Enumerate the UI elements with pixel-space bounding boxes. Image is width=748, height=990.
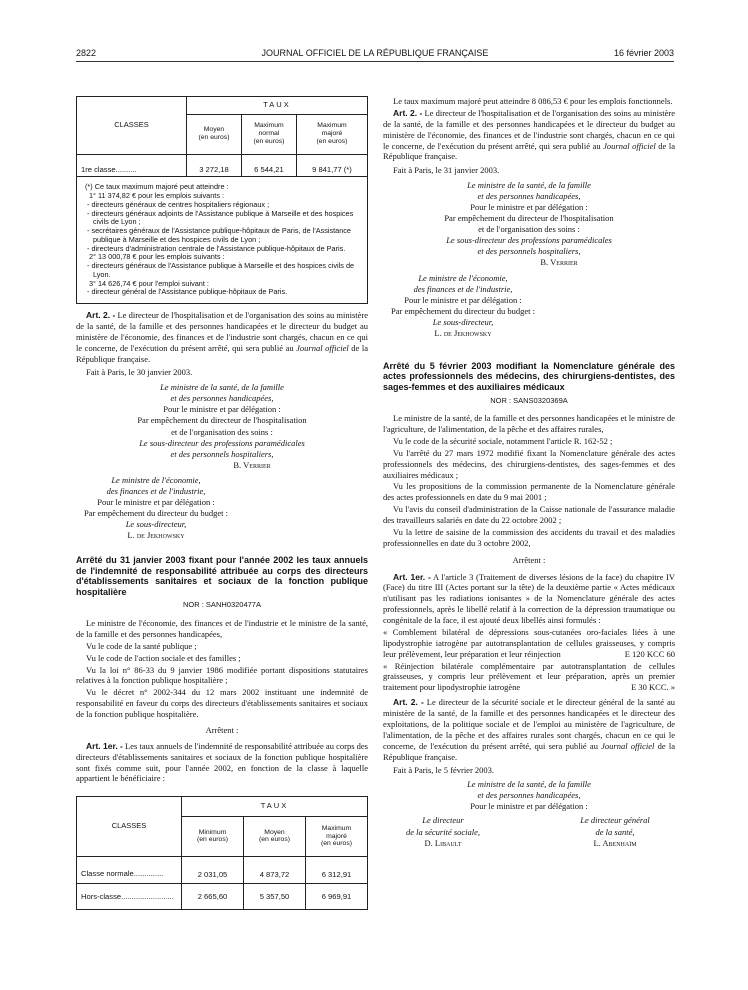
nor-reference: NOR : SANH0320477A [183, 600, 261, 610]
note-line: - directeurs généraux adjoints de l'Assistance publique à Marseille et des hospices civils de Lyon ; [87, 208, 354, 227]
classes-header: CLASSES [77, 97, 187, 155]
signature-block: Le ministre de l'économie, des finances et de l'industrie, Pour le ministre et par délégation : Par empêchement du directeur du budget : Le sous-directeur, L. de Jekhowsky [383, 273, 543, 339]
table-row [77, 856, 368, 883]
col-header: Maximum normal (en euros) [241, 114, 296, 154]
paragraph: Vu l'avis du conseil d'administration de la Caisse nationale de l'assurance maladie des travailleurs salariés en date du 22 octobre 2002 ; [383, 504, 675, 526]
page-header [76, 48, 674, 62]
row-label: Classe normale.............. [77, 856, 182, 883]
signatory-name: B. Verrier [540, 257, 578, 268]
rate-table-1 [76, 96, 368, 177]
note-line: 3° 14 626,74 € pour l'emploi suivant : [89, 278, 209, 288]
header-rule [76, 61, 674, 62]
page-number: 2822 [76, 48, 97, 58]
row-label: Hors-classe......................... [77, 883, 182, 910]
note-line: 1° 11 374,82 € pour les emplois suivants : [89, 191, 225, 201]
paragraph: Le taux maximum majoré peut atteindre 8 086,53 € pour les emplois fonctionnels. [393, 96, 673, 106]
table-row [77, 154, 368, 177]
cell-value: 2 665,60 [182, 883, 244, 910]
taux-header: TAUX [187, 97, 368, 115]
article-1: Art. 1er. - A l'article 3 (Traitement de diverses lésions de la face) du chapitre IV (Face) du titre III (Actes portant sur la tête) de la deuxième partie « Actes médicaux n'utilisant pas les radiations ionisantes » de la Nomenclature générale des actes professionnels, après le libellé relatif à la correction de la dépression traumatique ou congénitale de la face, il est ajouté deux libellés ainsi formulés : [383, 571, 675, 626]
nor-reference: NOR : SANS0320369A [490, 395, 568, 405]
paragraph: Vu le code de la sécurité sociale, notamment l'article R. 162-52 ; [393, 435, 613, 446]
signatory-name: L. de Jekhowsky [434, 327, 492, 338]
arretent: Arrêtent : [205, 724, 239, 735]
col-header: Minimum (en euros) [182, 816, 244, 856]
libelle-1: « Comblement bilatéral de dépressions sous-cutanées oro-faciales liées à une lipodystrophie iatrogène par autotransplantation de cellules graisseuses, y compris leur prélèvement, leur préparation et leur réinjection E 120 KCC 60 [383, 626, 675, 659]
left-column [76, 96, 368, 910]
note-line: - directeurs d'administration centrale de l'Assistance publique-hôpitaux de Paris. [87, 243, 346, 253]
right-column [383, 96, 675, 849]
col-header: Maximum majoré (en euros) [306, 816, 368, 856]
signature-block: Le ministre de la santé, de la famille et des personnes handicapées, Pour le ministre et par délégation : [467, 779, 591, 812]
row-label: 1re classe.......... [77, 154, 187, 177]
cell-value: 2 031,05 [182, 856, 244, 883]
paragraph: Le ministre de la santé, de la famille et des personnes handicapées et le ministre de l'agriculture, de l'alimentation, de la pêche et des affaires rurales, [383, 413, 675, 435]
issue-date: 16 février 2003 [613, 48, 674, 58]
paragraph: Vu les propositions de la commission permanente de la Nomenclature générale des actes professionnels en date du 9 mai 2001 ; [383, 481, 675, 503]
article-2: Art. 2. - Le directeur de l'hospitalisation et de l'organisation des soins au ministère de la santé, de la famille et des personnes handicapées et le directeur du budget au ministère de l'économie, des finances et de l'industrie sont chargés, chacun en ce qui le concerne, de l'exécution du présent arrêté, qui sera publié au Journal officiel de la République française. [76, 310, 368, 364]
article-2: Art. 2. - Le directeur de l'hospitalisation et de l'organisation des soins au ministère de la santé, de la famille et des personnes handicapées et le directeur du budget au ministère de l'économie, des finances et de l'industrie sont chargés, chacun en ce qui le concerne, de l'exécution du présent arrêté, qui sera publié au Journal officiel de la République française. [383, 107, 675, 162]
note-line: 2° 13 000,78 € pour les emplois suivants : [89, 252, 225, 262]
arrete-title: Arrêté du 5 février 2003 modifiant la Nomenclature générale des actes professionnels des médecins, des chirurgiens-dentistes, des sages-femmes et des auxiliaires médicaux [383, 360, 675, 392]
signature-block: Le ministre de l'économie, des finances et de l'industrie, Pour le ministre et par délégation : Par empêchement du directeur du budget : Le sous-directeur, L. de Jekhowsky [76, 475, 236, 541]
cell-value: 5 357,50 [244, 883, 306, 910]
libelle-2: « Réinjection bilatérale complémentaire par autotransplantation de cellules graisseuses, y compris leur prélèvement et leur préparation, après un premier traitement pour lipodystrophie iatrogène E 30 KCC. » [383, 660, 675, 693]
arrete-title: Arrêté du 31 janvier 2003 fixant pour l'année 2002 les taux annuels de l'indemnité de responsabilité attribuée au corps des directeurs d'établissements sanitaires et sociaux de la fonction publique hospitalière [76, 555, 368, 597]
paragraph: Vu l'arrêté du 27 mars 1972 modifié fixant la Nomenclature générale des actes professionnels des médecins, des chirurgiens-dentistes, des sages-femmes et des auxiliaires médicaux ; [383, 447, 675, 480]
arretent: Arrêtent : [512, 554, 546, 565]
note-line: - directeur général de l'Assistance publique-hôpitaux de Paris. [87, 287, 288, 297]
classes-header: CLASSES [77, 797, 182, 857]
signature-block: Le ministre de la santé, de la famille et des personnes handicapées, Pour le ministre et par délégation : Par empêchement du directeur de l'hospitalisation et de l'organisation des soins : Le sous-directeur des professions paramédicales et des personnels hospitaliers, B. Verrier [383, 180, 675, 268]
signature-block: Le ministre de la santé, de la famille et des personnes handicapées, Pour le ministre et par délégation : Par empêchement du directeur de l'hospitalisation et de l'organisation des soins : Le sous-directeur des professions paramédicales et des personnels hospitaliers, B. Verrier [76, 382, 368, 470]
signatory-name: L. Abenhaïm [593, 837, 637, 848]
taux-header: TAUX [182, 797, 368, 817]
note-line: - directeurs généraux de l'Assistance publique à Marseille et des hospices civils de Lyon. [87, 261, 355, 279]
journal-title: JOURNAL OFFICIEL DE LA RÉPUBLIQUE FRANÇAISE [261, 48, 489, 58]
paragraph: Vu le code de la santé publique ; [86, 640, 197, 651]
note-line: - secrétaires généraux de l'Assistance publique-hôpitaux de Paris, de l'Assistance publique à Marseille et des hospices civils de Lyon ; [87, 226, 351, 244]
cell-value: 9 841,77 (*) [296, 154, 367, 177]
cell-value: 6 544,21 [241, 154, 296, 177]
col-header: Moyen (en euros) [244, 816, 306, 856]
paragraph: Le ministre de l'économie, des finances et de l'industrie et le ministre de la santé, de la famille et des personnes handicapées, [76, 618, 368, 639]
cell-value: 4 873,72 [244, 856, 306, 883]
paragraph: Vu le décret n° 2002-344 du 12 mars 2002 instituant une indemnité de responsabilité en faveur du corps des directeurs d'établissements sanitaires et sociaux de la fonction publique hospitalière. [76, 687, 368, 720]
paragraph: Vu le code de l'action sociale et des familles ; [86, 652, 241, 663]
article-2b: Art. 2. - Le directeur de la sécurité sociale et le directeur général de la santé au ministère de la santé, de la famille et des personnes handicapées et le directeur des exploitations, de la politique sociale et de l'emploi au ministère de l'agriculture, de l'alimentation, de la pêche et des affaires rurales sont chargés, chacun en ce qui le concerne, de l'exécution du présent arrêté, qui sera publié au Journal officiel de la République française. [383, 697, 675, 762]
table-row [77, 883, 368, 910]
rate-table-2 [76, 796, 368, 910]
fait-a-paris: Fait à Paris, le 30 janvier 2003. [86, 367, 193, 378]
col-header: Moyen (en euros) [187, 114, 242, 154]
co-signatures: Le directeur de la sécurité sociale, D. Libault Le directeur général de la santé, L. Abenhaïm [383, 815, 675, 848]
signatory-name: D. Libault [424, 837, 462, 848]
paragraph: Vu la lettre de saisine de la commission des accidents du travail et des maladies professionnelles en date du 3 octobre 2002, [383, 526, 675, 548]
col-header: Maximum majoré (en euros) [296, 114, 367, 154]
fait-a-paris: Fait à Paris, le 5 février 2003. [393, 765, 495, 776]
signatory-name: L. de Jekhowsky [127, 529, 185, 540]
note-line: - directeurs généraux de centres hospitaliers régionaux ; [87, 199, 270, 209]
fait-a-paris: Fait à Paris, le 31 janvier 2003. [393, 165, 500, 176]
signatory-name: B. Verrier [233, 459, 271, 470]
cell-value: 3 272,18 [187, 154, 242, 177]
cell-value: 6 969,91 [306, 883, 368, 910]
note-line: (*) Ce taux maximum majoré peut atteindre : [85, 182, 229, 192]
cell-value: 6 312,91 [306, 856, 368, 883]
table-notes [76, 177, 368, 304]
article-1: Art. 1er. - Les taux annuels de l'indemnité de responsabilité attribuée au corps des directeurs d'établissements sanitaires et sociaux de la fonction publique hospitalière sont fixés comme suit, pour l'année 2002, en fonction de la classe à laquelle appartient le bénéficiaire : [76, 740, 368, 784]
paragraph: Vu la loi n° 86-33 du 9 janvier 1986 modifiée portant dispositions statutaires relatives à la fonction publique hospitalière ; [76, 664, 368, 686]
